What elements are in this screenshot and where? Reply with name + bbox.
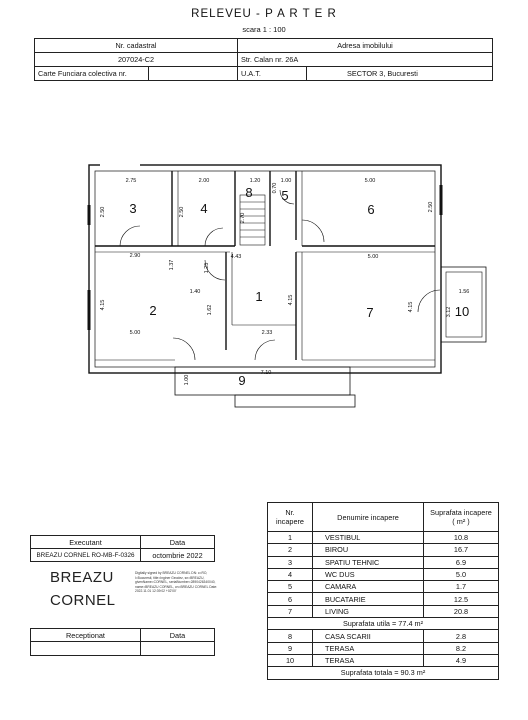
uat-value: SECTOR 3, Bucuresti <box>307 67 493 81</box>
dim-label: 2.33 <box>261 330 273 336</box>
room-nr: 6 <box>268 593 313 605</box>
util-total: Suprafata utila = 77.4 m² <box>268 618 499 630</box>
col-nr-header: Nr. incapere <box>268 503 313 532</box>
room-number: 8 <box>245 185 253 200</box>
receptionat-date <box>141 642 215 656</box>
digital-signature <box>50 568 220 618</box>
signature-first-name: BREAZU <box>50 569 114 586</box>
room-area: 16.7 <box>424 544 499 556</box>
room-name: BUCATARIE <box>313 593 424 605</box>
room-number: 3 <box>129 201 137 216</box>
dim-label: 4.15 <box>100 299 106 311</box>
dim-label: 5.00 <box>364 178 376 184</box>
executant-name: BREAZU CORNEL RO-MB-F-0326 <box>31 549 141 562</box>
nr-cadastral-value: 207024-C2 <box>35 53 238 67</box>
signature-last-name: CORNEL <box>50 592 116 609</box>
room-nr: 8 <box>268 630 313 642</box>
executant-table <box>30 535 215 562</box>
executant-label: Executant <box>31 536 141 549</box>
room-number: 5 <box>281 188 289 203</box>
dim-label: 1.00 <box>280 178 292 184</box>
room-area: 12.5 <box>424 593 499 605</box>
dim-label: 2.90 <box>129 253 141 259</box>
total: Suprafata totala = 90.3 m² <box>268 667 499 679</box>
carte-funciara-label: Carte Funciara colectiva nr. <box>35 67 149 81</box>
table-row <box>268 568 499 580</box>
room-name: TERASA <box>313 654 424 666</box>
dim-label: 2.00 <box>198 178 210 184</box>
dim-label: 7.10 <box>260 370 272 376</box>
table-row <box>268 654 499 666</box>
executant-date: octombrie 2022 <box>141 549 215 562</box>
table-row <box>268 532 499 544</box>
room-name: VESTIBUL <box>313 532 424 544</box>
uat-label: U.A.T. <box>238 67 307 81</box>
receptionat-value <box>31 642 141 656</box>
room-name: CAMARA <box>313 581 424 593</box>
dim-label: 2.70 <box>240 212 246 224</box>
dim-label: 5.00 <box>129 330 141 336</box>
table-row <box>268 642 499 654</box>
room-area: 10.8 <box>424 532 499 544</box>
room-number: 4 <box>200 201 208 216</box>
table-row <box>268 544 499 556</box>
room-name: SPATIU TEHNIC <box>313 556 424 568</box>
room-number: 1 <box>255 289 263 304</box>
dim-label: 4.43 <box>230 254 242 260</box>
dim-label: 0.70 <box>272 182 278 194</box>
dim-label: 2.50 <box>100 206 106 218</box>
receptionat-label: Receptionat <box>31 629 141 642</box>
room-area: 5.0 <box>424 568 499 580</box>
room-name: WC DUS <box>313 568 424 580</box>
dim-label: 4.15 <box>408 301 414 313</box>
table-row <box>268 556 499 568</box>
info-table <box>34 38 493 81</box>
dim-label: 3.12 <box>446 306 452 318</box>
scale-label: scara 1 : 100 <box>242 25 286 34</box>
table-row <box>268 593 499 605</box>
signature-details: Digitally signed by BREAZU CORNEL DN: c=RO, l=Bucuresti, title=Inginer Geodez, sn=BREAZU, givenName=CORNEL, serialNumber=2890426340040, name=BREAZU CORNEL, cn=BREAZU CORNEL Date: 2022.11.01 12:39:02 +02'00' <box>135 571 218 593</box>
dim-label: 5.00 <box>367 254 379 260</box>
dim-label: 1.25 <box>204 262 210 274</box>
room-number: 2 <box>149 303 157 318</box>
room-name: BIROU <box>313 544 424 556</box>
table-row <box>268 630 499 642</box>
dim-label: 1.20 <box>249 178 261 184</box>
dim-label: 1.40 <box>189 289 201 295</box>
room-nr: 7 <box>268 605 313 617</box>
data-label: Data <box>141 536 215 549</box>
room-nr: 2 <box>268 544 313 556</box>
dim-label: 2.75 <box>125 178 137 184</box>
room-nr: 1 <box>268 532 313 544</box>
page-title: RELEVEU - P A R T E R <box>191 8 337 20</box>
room-number: 6 <box>367 202 375 217</box>
dim-label: 1.56 <box>458 289 470 295</box>
adresa-value: Str. Calan nr. 26A <box>238 53 493 67</box>
dim-label: 1.62 <box>207 304 213 316</box>
room-nr: 10 <box>268 654 313 666</box>
room-area: 6.9 <box>424 556 499 568</box>
dim-label: 2.50 <box>179 206 185 218</box>
dim-label: 1.00 <box>184 374 190 386</box>
col-area-label: Suprafata incapere <box>430 508 492 517</box>
dim-label: 4.15 <box>288 294 294 306</box>
col-area-header <box>424 503 499 532</box>
table-row <box>268 581 499 593</box>
adresa-label: Adresa imobilului <box>238 39 493 53</box>
room-nr: 3 <box>268 556 313 568</box>
room-name: CASA SCARII <box>313 630 424 642</box>
dim-label: 2.50 <box>428 201 434 213</box>
room-name: LIVING <box>313 605 424 617</box>
room-number: 10 <box>454 304 470 319</box>
table-row <box>268 605 499 617</box>
room-area: 4.9 <box>424 654 499 666</box>
room-area: 8.2 <box>424 642 499 654</box>
carte-funciara-value <box>148 67 237 81</box>
dim-label: 1.37 <box>169 259 175 271</box>
room-area: 20.8 <box>424 605 499 617</box>
rooms-table <box>267 502 499 680</box>
room-number: 9 <box>238 373 246 388</box>
room-nr: 5 <box>268 581 313 593</box>
receptionat-table <box>30 628 215 656</box>
col-name-header: Denumire incapere <box>313 503 424 532</box>
room-name: TERASA <box>313 642 424 654</box>
room-nr: 9 <box>268 642 313 654</box>
nr-cadastral-label: Nr. cadastral <box>35 39 238 53</box>
room-area: 1.7 <box>424 581 499 593</box>
col-area-unit: ( m² ) <box>452 517 470 526</box>
floor-plan <box>0 150 528 420</box>
receptionat-data-label: Data <box>141 629 215 642</box>
room-nr: 4 <box>268 568 313 580</box>
room-number: 7 <box>366 305 374 320</box>
room-area: 2.8 <box>424 630 499 642</box>
